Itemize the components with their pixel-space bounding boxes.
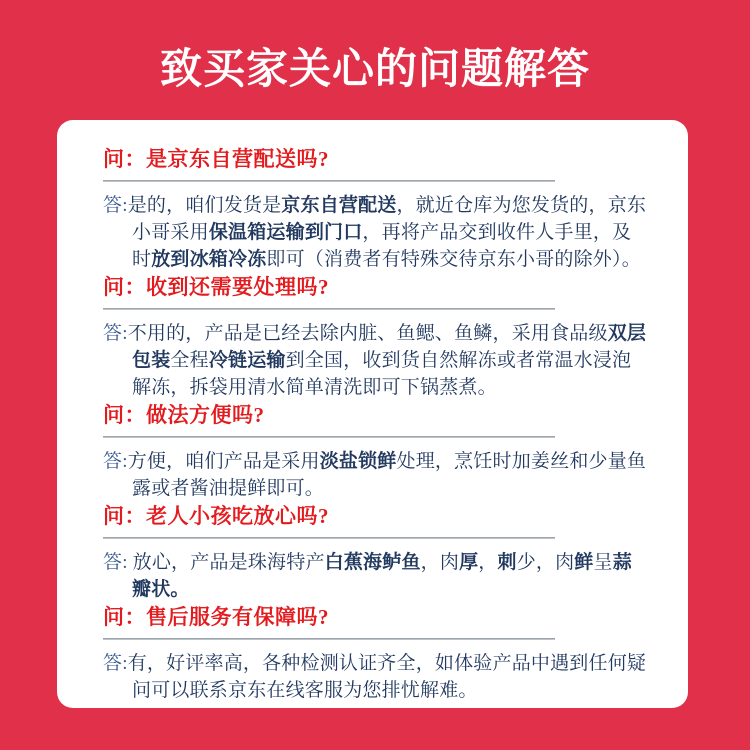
answer-prefix: 答: — [103, 451, 128, 472]
answer-bold-segment: 保温箱运输到门口 — [208, 222, 363, 243]
answer — [103, 320, 648, 401]
answer-bold-segment: 冷链运输 — [208, 350, 286, 371]
answer-bold-segment: 放到冰箱冷冻 — [151, 249, 267, 270]
answer-prefix: 答: — [103, 195, 128, 216]
answer-segment: ，肉 — [420, 552, 460, 573]
answer-body — [128, 451, 646, 499]
answer-prefix: 答: — [103, 552, 133, 573]
answer-segment: 到全国，收到货自然解冻或者常温水浸泡解冻，拆袋用清水简单清洗即可下锅蒸煮。 — [132, 350, 632, 398]
answer-segment: ，再将产品交到收件人手里，及时 — [132, 222, 632, 270]
answer-segment: ， — [478, 552, 498, 573]
question-divider — [103, 638, 555, 640]
answer-segment: 方便，咱们产品是采用 — [127, 451, 320, 472]
answer-bold-segment: 刺 — [497, 552, 517, 573]
answer-segment: 放心，产品是珠海特产 — [132, 552, 325, 573]
answer-bold-segment: 鲜 — [574, 552, 594, 573]
answer-segment: 全程 — [170, 350, 209, 371]
question: 问：做法方便吗? — [103, 403, 265, 427]
question: 问：售后服务有保障吗? — [103, 605, 329, 629]
question: 问：收到还需要处理吗? — [103, 275, 329, 299]
question-divider — [103, 537, 555, 539]
page-title: 致买家关心的问题解答 — [159, 47, 590, 93]
answer-segment: 呈 — [593, 552, 613, 573]
qa-item — [103, 403, 648, 502]
answer-segment: ，就近仓库为您发货的，京东小哥采用 — [132, 195, 647, 243]
qa-item — [103, 605, 648, 704]
answer-prefix: 答: — [103, 323, 128, 344]
answer-bold-segment: 双层包装 — [132, 323, 647, 371]
answer-bold-segment: 厚 — [459, 552, 479, 573]
answer-body — [128, 195, 646, 270]
qa-item — [103, 504, 648, 603]
question-divider — [103, 180, 555, 182]
answer-segment: 不用的，产品是已经去除内脏、鱼鳃、鱼鳞，采用食品级 — [127, 323, 608, 344]
answer — [103, 549, 648, 603]
answer-segment: 少，肉 — [516, 552, 575, 573]
qa-item — [103, 147, 648, 273]
answer-segment: 处理，烹饪时加姜丝和少量鱼露或者酱油提鲜即可。 — [132, 451, 647, 499]
answer-segment: 即可（消费者有特殊交待京东小哥的除外）。 — [266, 249, 641, 270]
question-divider — [103, 436, 555, 438]
answer — [103, 192, 648, 273]
answer-body — [128, 653, 646, 701]
faq-list — [103, 147, 648, 704]
question-divider — [103, 308, 555, 310]
faq-card — [57, 120, 688, 708]
answer-body — [128, 323, 646, 398]
answer-segment: 有，好评率高，各种检测认证齐全，如体验产品中遇到任何疑问可以联系京东在线客服为您排忧解难。 — [127, 653, 647, 701]
question: 问：是京东自营配送吗? — [103, 147, 329, 171]
answer-bold-segment: 白蕉海鲈鱼 — [324, 552, 421, 573]
answer-body — [132, 552, 632, 600]
answer — [103, 448, 648, 502]
answer-segment: 是的，咱们发货是 — [127, 195, 282, 216]
answer — [103, 650, 648, 704]
answer-bold-segment: 蒜瓣状。 — [132, 552, 632, 600]
question: 问：老人小孩吃放心吗? — [103, 504, 329, 528]
answer-bold-segment: 淡盐锁鲜 — [319, 451, 397, 472]
answer-prefix: 答: — [103, 653, 128, 674]
answer-bold-segment: 京东自营配送 — [281, 195, 397, 216]
qa-item — [103, 275, 648, 401]
